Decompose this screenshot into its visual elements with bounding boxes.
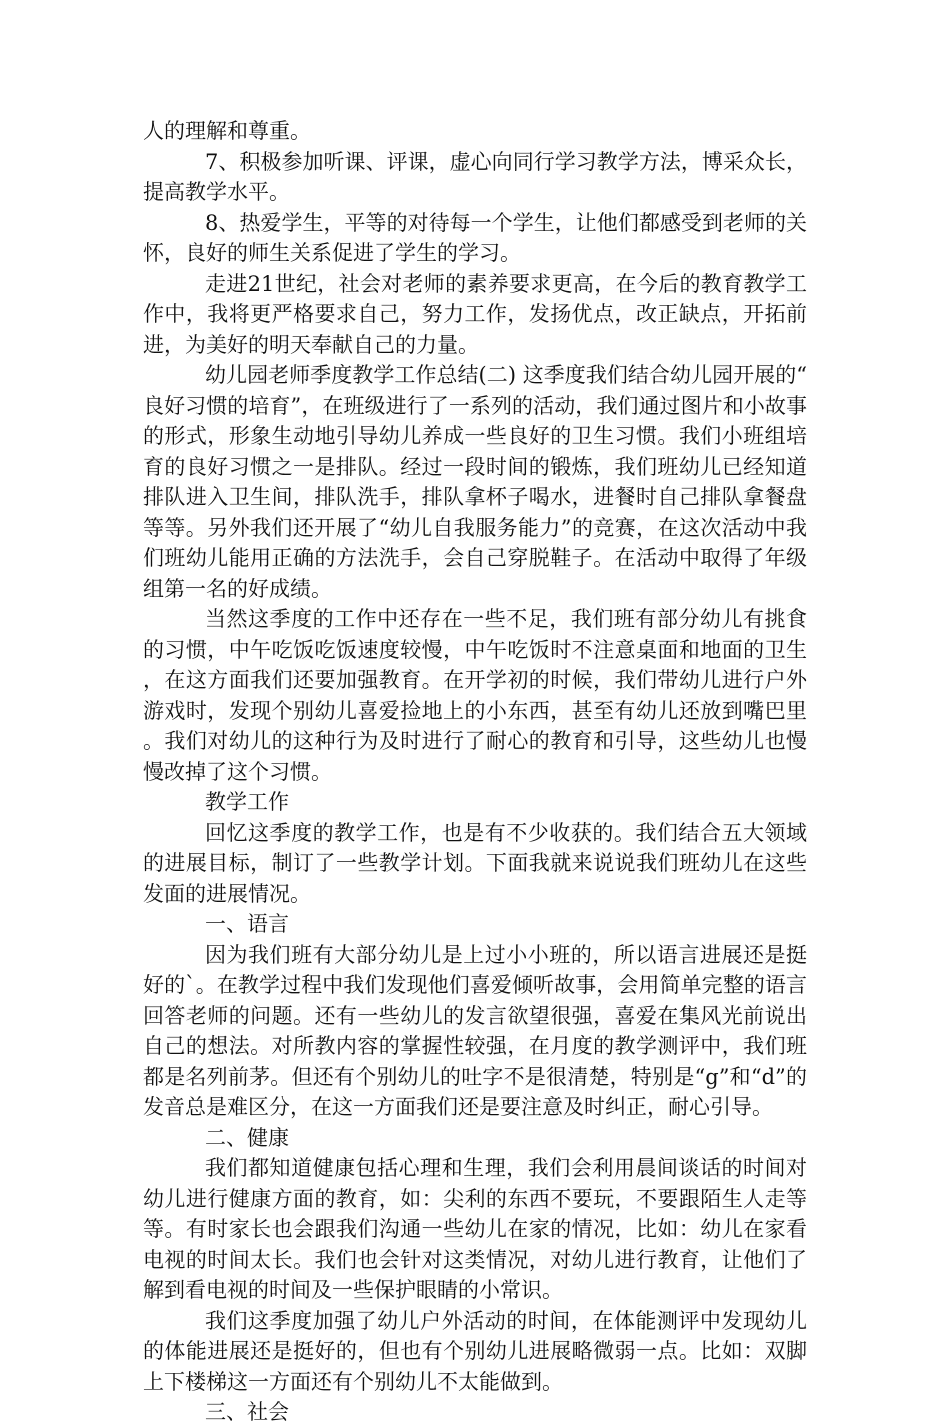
paragraph-shortcomings: 当然这季度的工作中还存在一些不足，我们班有部分幼儿有挑食的习惯，中午吃饭吃饭速度较慢，中午吃饭时不注意桌面和地面的卫生，在这方面我们还要加强教育。在开学初的时候，我们带幼儿进行户外游戏时，发现个别幼儿喜爱捡地上的小东西，甚至有幼儿还放到嘴巴里。我们对幼儿的这种行为及时进行了耐心的教育和引导，这些幼儿也慢慢改掉了这个习惯。 bbox=[143, 607, 807, 784]
paragraph-language: 因为我们班有大部分幼儿是上过小小班的，所以语言进展还是挺好的`。在教学过程中我们发现他们喜爱倾听故事，会用简单完整的语言回答老师的问题。还有一些幼儿的发言欲望很强，喜爱在集风光前说出自己的想法。对所教内容的掌握性较强，在月度的教学测评中，我们班都是名列前茅。但还有个别幼儿的吐字不是很清楚，特别是“g”和“d”的发音总是难区分，在这一方面我们还是要注意及时纠正，耐心引导。 bbox=[143, 942, 807, 1119]
paragraph-item-7: 7、积极参加听课、评课，虚心向同行学习教学方法，博采众长，提高教学水平。 bbox=[143, 149, 807, 204]
paragraph-outdoor-activity: 我们这季度加强了幼儿户外活动的时间，在体能测评中发现幼儿的体能进展还是挺好的，但也有个别幼儿进展略微弱一点。比如：双脚上下楼梯这一方面还有个别幼儿不太能做到。 bbox=[143, 1308, 807, 1394]
section-heading-health: 二、健康 bbox=[205, 1125, 289, 1150]
paragraph-teaching-review: 回忆这季度的教学工作，也是有不少收获的。我们结合五大领域的进展目标，制订了一些教学计划。下面我就来说说我们班幼儿在这些发面的进展情况。 bbox=[143, 820, 807, 906]
paragraph-health-education: 我们都知道健康包括心理和生理，我们会利用晨间谈话的时间对幼儿进行健康方面的教育，如：尖利的东西不要玩，不要跟陌生人走等等。有时家长也会跟我们沟通一些幼儿在家的情况，比如：幼儿在家看电视的时间太长。我们也会针对这类情况，对幼儿进行教育，让他们了解到看电视的时间及一些保护眼睛的小常识。 bbox=[143, 1156, 807, 1302]
section-heading-teaching-work: 教学工作 bbox=[205, 790, 289, 814]
paragraph-continuation: 人的理解和尊重。 bbox=[143, 119, 311, 143]
paragraph-21st-century: 走进21世纪，社会对老师的素养要求更高，在今后的教育教学工作中，我将更严格要求自己，努力工作，发扬优点，改正缺点，开拓前进，为美好的明天奉献自己的力量。 bbox=[143, 271, 807, 357]
section-heading-society: 三、社会 bbox=[205, 1400, 289, 1424]
paragraph-summary-two: 幼儿园老师季度教学工作总结(二) 这季度我们结合幼儿园开展的“良好习惯的培育”，在班级进行了一系列的活动，我们通过图片和小故事的形式，形象生动地引导幼儿养成一些良好的卫生习惯。我们小班组培育的良好习惯之一是排队。经过一段时间的锻炼，我们班幼儿已经知道排队进入卫生间，排队洗手，排队拿杯子喝水，进餐时自己排队拿餐盘等等。另外我们还开展了“幼儿自我服务能力”的竞赛，在这次活动中我们班幼儿能用正确的方法洗手，会自己穿脱鞋子。在活动中取得了年级组第一名的好成绩。 bbox=[143, 363, 807, 601]
paragraph-item-8: 8、热爱学生，平等的对待每一个学生，让他们都感受到老师的关怀，良好的师生关系促进了学生的学习。 bbox=[143, 210, 807, 265]
document-body bbox=[143, 116, 807, 1428]
section-heading-language: 一、语言 bbox=[205, 912, 289, 936]
